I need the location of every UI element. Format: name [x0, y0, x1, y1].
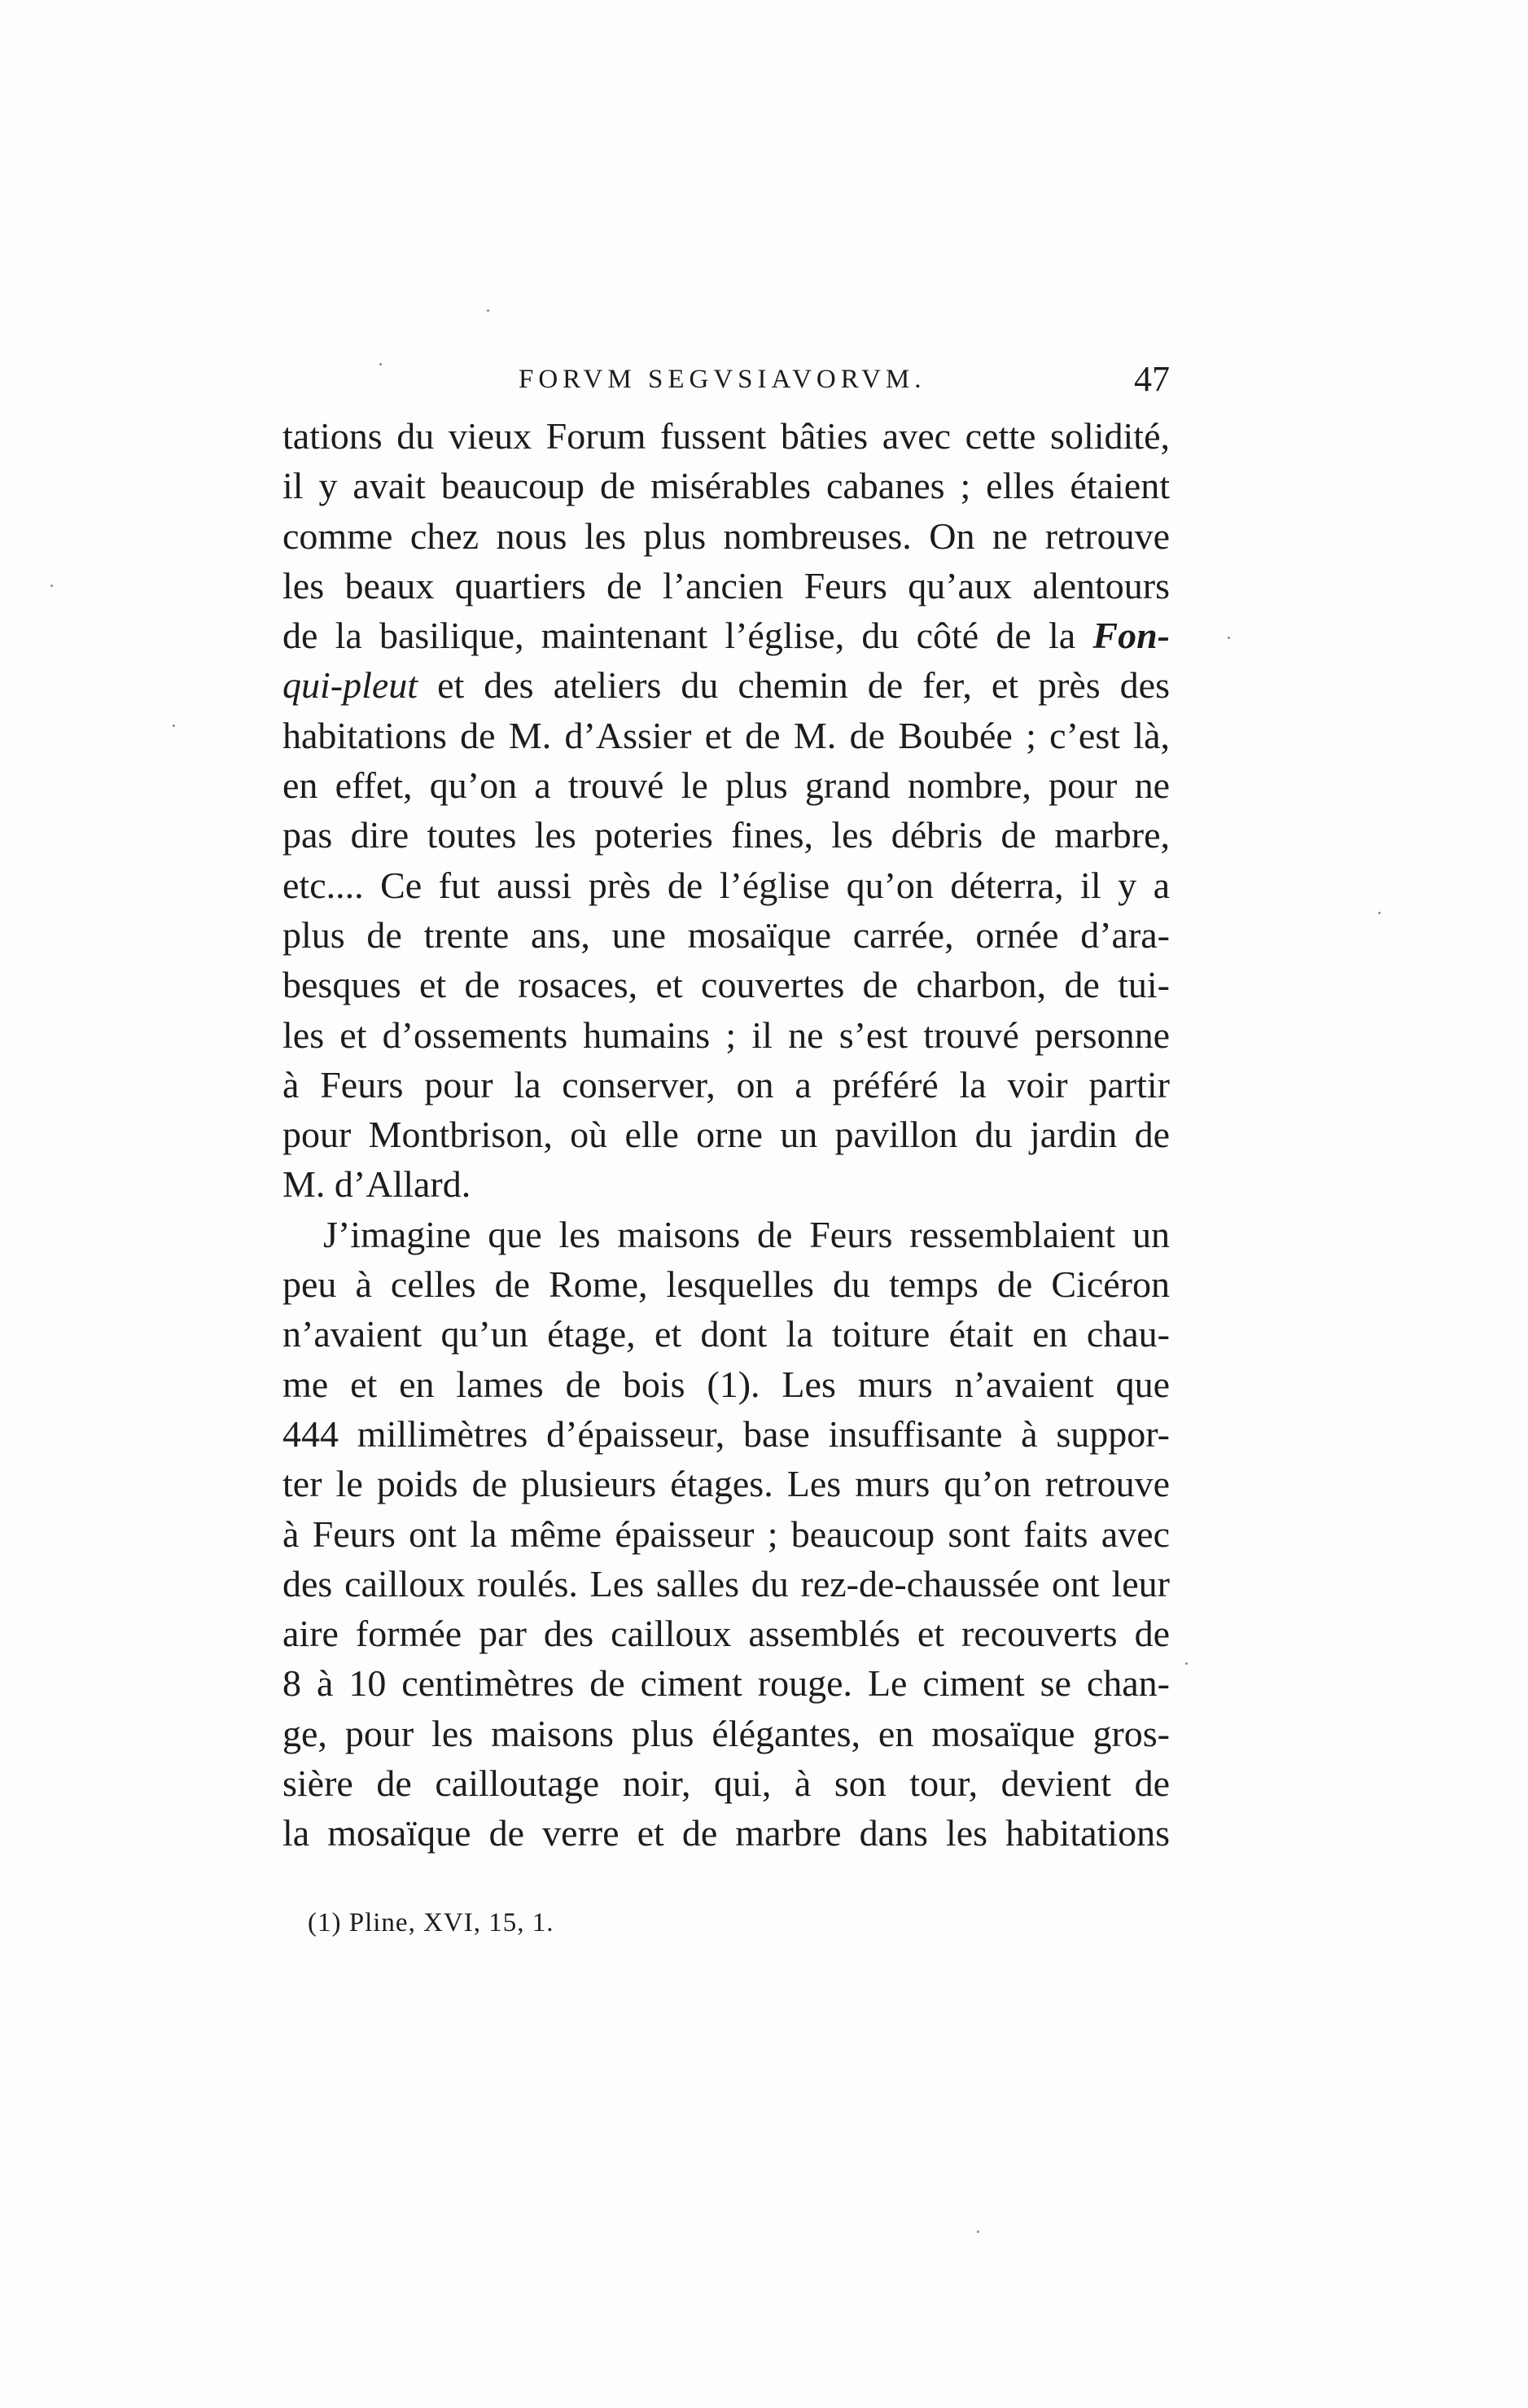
text-line: etc.... Ce fut aussi près de l’église qu’on déterra, il y a: [282, 864, 1170, 906]
paper-speck: [1185, 1662, 1188, 1665]
text-line: il y avait beaucoup de misérables cabanes ; elles étaient: [282, 465, 1170, 507]
body-text: [282, 411, 1170, 1859]
text-line: à Feurs pour la conserver, on a préféré la voir partir: [282, 1063, 1170, 1105]
text-line: 444 millimètres d’épaisseur, base insuffisante à suppor-: [282, 1412, 1170, 1455]
text-line: ge, pour les maisons plus élégantes, en mosaïque gros-: [282, 1712, 1170, 1754]
text-line: me et en lames de bois (1). Les murs n’avaient que: [282, 1363, 1170, 1405]
text-line: 8 à 10 centimètres de ciment rouge. Le ciment se chan-: [282, 1662, 1170, 1705]
paper-speck: [977, 2231, 979, 2233]
text-line: peu à celles de Rome, lesquelles du temps de Cicéron: [282, 1263, 1170, 1306]
emphasis-qui-pleut: qui-pleut: [282, 664, 418, 707]
text-line: en effet, qu’on a trouvé le plus grand nombre, pour ne: [282, 764, 1170, 807]
text-line: pas dire toutes les poteries fines, les débris de marbre,: [282, 814, 1170, 856]
running-title: FORVM SEGVSIAVORVM.: [519, 365, 926, 394]
text-line: comme chez nous les plus nombreuses. On ne retrouve: [282, 514, 1170, 557]
text-line: tations du vieux Forum fussent bâties avec cette solidité,: [282, 415, 1170, 457]
text-line: plus de trente ans, une mosaïque carrée, ornée d’ara-: [282, 913, 1170, 956]
footnote: (1) Pline, XVI, 15, 1.: [308, 1908, 554, 1937]
text-line: des cailloux roulés. Les salles du rez-de-chaussée ont leur: [282, 1562, 1170, 1605]
page-header: [282, 358, 1170, 407]
text-line: [282, 611, 1170, 660]
paper-speck: [1228, 637, 1230, 639]
text-line: aire formée par des cailloux assemblés et recouverts de: [282, 1613, 1170, 1655]
text-line: sière de cailloutage noir, qui, à son tour, devient de: [282, 1762, 1170, 1805]
text-line: n’avaient qu’un étage, et dont la toiture était en chau-: [282, 1313, 1170, 1355]
paper-speck: [379, 363, 382, 366]
text-line: la mosaïque de verre et de marbre dans les habitations: [282, 1812, 1170, 1854]
paper-speck: [1378, 912, 1381, 914]
text-line: habitations de M. d’Assier et de M. de Boubée ; c’est là,: [282, 714, 1170, 756]
text-line-start: de la basilique, maintenant l’église, du côté de la: [282, 615, 1076, 657]
text-line: ter le poids de plusieurs étages. Les murs qu’on retrouve: [282, 1463, 1170, 1505]
text-line: besques et de rosaces, et couvertes de charbon, de tui-: [282, 964, 1170, 1006]
paper-speck: [50, 584, 53, 587]
emphasis-fon: Fon-: [1092, 615, 1171, 657]
text-line: J’imagine que les maisons de Feurs ressemblaient un: [323, 1213, 1170, 1255]
text-line: [282, 660, 1170, 710]
paper-speck: [487, 309, 489, 312]
text-line: les et d’ossements humains ; il ne s’est trouvé personne: [282, 1014, 1170, 1056]
text-line: à Feurs ont la même épaisseur ; beaucoup sont faits avec: [282, 1513, 1170, 1555]
text-line-rest: et des ateliers du chemin de fer, et près des: [418, 664, 1170, 707]
text-line: pour Montbrison, où elle orne un pavillon du jardin de: [282, 1114, 1170, 1156]
paper-speck: [173, 725, 175, 727]
text-line: M. d’Allard.: [282, 1163, 471, 1206]
page-number: 47: [1134, 359, 1170, 399]
text-line: les beaux quartiers de l’ancien Feurs qu’aux alentours: [282, 564, 1170, 606]
